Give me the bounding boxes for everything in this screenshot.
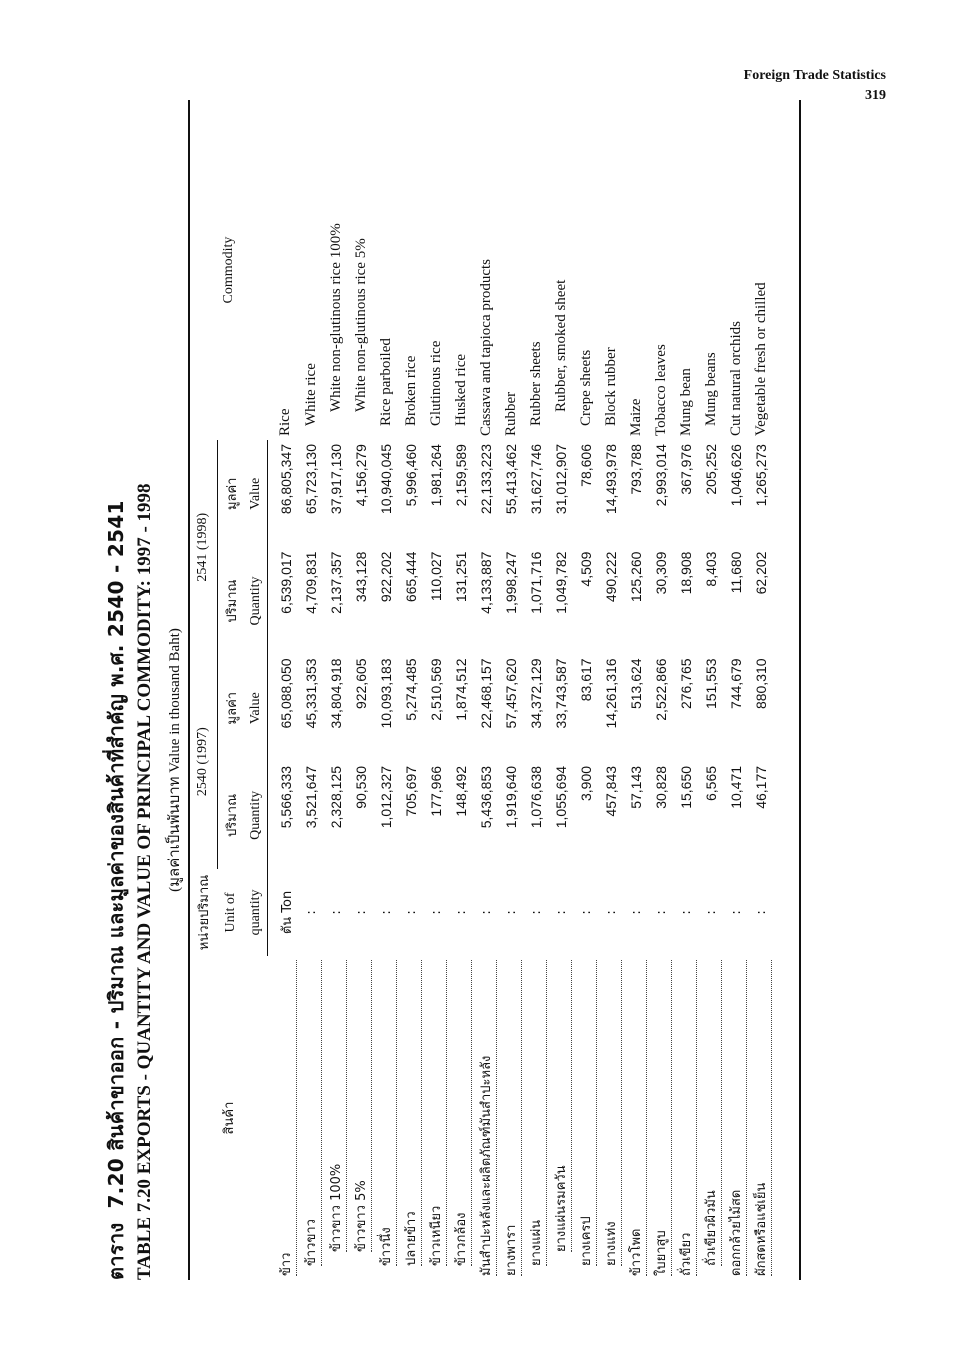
table-row	[674, 100, 699, 1280]
commodity-en-cell: White non-glutinous rice 100%	[327, 223, 344, 413]
value-1997-cell: 45,331,353	[303, 658, 319, 729]
quantity-1998-cell: 2,137,357	[328, 551, 344, 614]
value-1997-cell: 2,510,569	[428, 658, 444, 721]
quantity-1998-cell: 6,539,017	[278, 551, 294, 614]
commodity-thai-cell	[399, 956, 424, 1280]
quantity-1997-cell: 5,566,333	[278, 765, 294, 829]
quantity-1997-cell: 705,697	[403, 765, 419, 817]
val-1998-thai: มูลค่า	[224, 477, 240, 511]
exports-table	[188, 100, 801, 1280]
qty-1997-thai: ปริมาณ	[224, 793, 240, 837]
table-row	[449, 100, 474, 1280]
dotted-leader: ดอกกล้วยไม้สด	[725, 960, 747, 1276]
quantity-1998-cell: 131,251	[453, 551, 469, 603]
quantity-1998-cell: 4,709,831	[303, 551, 319, 614]
value-1997-cell: 14,261,316	[603, 658, 619, 729]
quantity-1998-cell: 18,908	[678, 551, 694, 595]
quantity-1998-cell: 490,222	[603, 551, 619, 603]
value-1998-cell: 2,993,014	[653, 444, 669, 507]
quantity-1998-cell: 125,260	[628, 551, 644, 603]
value-1997-cell: 1,874,512	[453, 658, 469, 721]
dotted-leader: ปลายข้าว	[400, 960, 422, 1266]
quantity-1997-cell: 90,530	[353, 765, 369, 809]
commodity-en-cell: Crepe sheets	[577, 349, 594, 427]
unit-cell: :	[478, 910, 494, 915]
quantity-1998-cell: 343,128	[353, 551, 369, 603]
dotted-leader: ถั่วเขียว	[675, 960, 697, 1276]
value-1998-cell: 793,788	[628, 444, 644, 495]
commodity-en-cell: Glutinous rice	[427, 340, 444, 427]
value-1997-cell: 922,605	[353, 658, 369, 710]
commodity-thai-cell	[299, 956, 324, 1280]
dotted-leader: ยางแผ่นรมควัน	[550, 960, 572, 1252]
commodity-en-cell: Rubber sheets	[527, 341, 544, 427]
dotted-leader: ข้าวขาว	[300, 960, 322, 1266]
quantity-1998-cell: 1,049,782	[553, 551, 569, 614]
unit-thai-header: หน่วยปริมาณ	[189, 869, 217, 956]
quantity-1998-cell: 8,403	[703, 551, 719, 587]
table-row	[399, 100, 424, 1280]
quantity-1998-cell: 11,680	[728, 551, 744, 594]
value-1998-cell: 22,133,223	[478, 444, 494, 515]
table-row	[649, 100, 674, 1280]
unit-cell: :	[503, 910, 519, 915]
quantity-1997-cell: 57,143	[628, 765, 644, 809]
unit-cell: :	[378, 910, 394, 915]
value-1997-cell: 22,468,157	[478, 658, 494, 729]
commodity-en-cell: Rubber, smoked sheet	[552, 279, 569, 413]
commodity-en-cell: Mung bean	[677, 368, 694, 437]
unit-cell: :	[528, 910, 544, 915]
quantity-1997-cell: 1,076,638	[528, 765, 544, 829]
dotted-leader: ข้าวเหนียว	[425, 960, 447, 1266]
unit-cell: :	[628, 910, 644, 915]
commodity-thai-cell	[324, 956, 349, 1280]
quantity-1997-cell: 177,966	[428, 765, 444, 817]
table-row	[299, 100, 324, 1280]
unit-en-header-1: Unit of	[222, 892, 238, 933]
unit-cell: :	[328, 910, 344, 915]
commodity-thai-cell	[624, 956, 649, 1280]
unit-en-header-2: quantity	[245, 869, 268, 956]
unit-note: (มูลค่าเป็นพันบาท Value in thousand Baht)	[167, 628, 183, 892]
value-1998-cell: 1,981,264	[428, 444, 444, 507]
quantity-1997-cell: 46,177	[753, 765, 769, 809]
commodity-en-cell: Mung beans	[702, 352, 719, 427]
commodity-en-cell: Rice	[277, 408, 294, 437]
table-row	[749, 100, 774, 1280]
commodity-thai-cell	[649, 956, 674, 1280]
dotted-leader: ใบยาสูบ	[650, 960, 672, 1276]
commodity-thai-cell	[424, 956, 449, 1280]
unit-cell: :	[753, 910, 769, 915]
value-1998-cell: 37,917,130	[328, 444, 344, 515]
value-1997-cell: 34,804,918	[328, 658, 344, 729]
value-1997-cell: 65,088,050	[278, 658, 294, 729]
quantity-1998-cell: 110,027	[428, 551, 444, 602]
quantity-1997-cell: 148,492	[453, 765, 469, 817]
commodity-thai-cell	[599, 956, 624, 1280]
table-row	[574, 100, 599, 1280]
unit-cell: :	[703, 910, 719, 915]
table-bottom-rule	[774, 100, 800, 1280]
year-1997-header: 2540 (1997)	[189, 654, 217, 868]
value-1997-cell: 5,274,485	[403, 658, 419, 721]
quantity-1997-cell: 30,828	[653, 765, 669, 809]
thai-title	[100, 80, 132, 1280]
unit-cell: :	[578, 910, 594, 915]
value-1998-cell: 205,252	[703, 444, 719, 495]
value-1997-cell: 10,093,183	[378, 658, 394, 729]
unit-cell: :	[403, 910, 419, 915]
commodity-en-cell: White rice	[302, 363, 319, 427]
quantity-1997-cell: 15,650	[678, 765, 694, 809]
english-title: TABLE 7.20 EXPORTS - QUANTITY AND VALUE OF PRINCIPAL COMMODITY: 1997 - 1998	[134, 483, 155, 1280]
commodity-thai-cell	[524, 956, 549, 1280]
quantity-1997-cell: 3,900	[578, 765, 594, 801]
page-number: 319	[865, 88, 886, 103]
commodity-thai-cell	[674, 956, 699, 1280]
commodity-thai-cell	[549, 956, 574, 1280]
thai-title-label: ตาราง	[104, 1222, 128, 1280]
value-1997-cell: 276,765	[678, 658, 694, 710]
dotted-leader: ยางเครป	[575, 960, 597, 1266]
commodity-en-cell: Tobacco leaves	[652, 344, 669, 437]
quantity-1998-cell: 1,071,716	[528, 551, 544, 614]
thai-title-text: 7.20 สินค้าขาออก - ปริมาณ และมูลค่าของสินค้าที่สำคัญ พ.ศ. 2540 - 2541	[104, 500, 128, 1209]
value-1997-cell: 880,310	[753, 658, 769, 710]
value-1997-cell: 57,457,620	[503, 658, 519, 729]
quantity-1997-cell: 1,055,694	[553, 765, 569, 829]
commodity-thai-cell	[499, 956, 524, 1280]
rotated-table-block	[100, 80, 860, 1280]
value-1998-cell: 4,156,279	[353, 444, 369, 507]
unit-cell: :	[553, 910, 569, 915]
value-1998-cell: 86,805,347	[278, 444, 294, 515]
commodity-thai-cell	[449, 956, 474, 1280]
value-1997-cell: 513,624	[628, 658, 644, 710]
commodity-thai-cell	[349, 956, 374, 1280]
value-1998-cell: 78,606	[578, 444, 594, 487]
quantity-1997-cell: 10,471	[728, 765, 744, 809]
quantity-1998-cell: 922,202	[378, 551, 394, 603]
year-1998-header: 2541 (1998)	[189, 440, 217, 654]
commodity-en-cell: Block rubber	[602, 347, 619, 427]
value-1997-cell: 744,679	[728, 658, 744, 710]
value-1998-cell: 31,012,907	[553, 444, 569, 515]
table-row	[624, 100, 649, 1280]
quantity-1997-cell: 3,521,647	[303, 765, 319, 829]
value-1998-cell: 1,046,626	[728, 444, 744, 507]
commodity-thai-cell	[574, 956, 599, 1280]
value-1998-cell: 65,723,130	[303, 444, 319, 515]
quantity-1997-cell: 5,436,853	[478, 765, 494, 829]
table-row	[549, 100, 574, 1280]
dotted-leader: ข้าวโพด	[625, 960, 647, 1276]
table-titles	[100, 80, 186, 1280]
commodity-thai-cell	[749, 956, 774, 1280]
commodity-thai-cell	[724, 956, 749, 1280]
quantity-1997-cell: 6,565	[703, 765, 719, 801]
table-row	[324, 100, 349, 1280]
table-body	[267, 100, 774, 1280]
quantity-1997-cell: 457,843	[603, 765, 619, 817]
value-1997-cell: 151,553	[703, 658, 719, 710]
table-row	[599, 100, 624, 1280]
quantity-1997-cell: 1,919,640	[503, 765, 519, 829]
qty-1998-thai: ปริมาณ	[224, 579, 240, 623]
quantity-1998-cell: 30,309	[653, 551, 669, 595]
value-1997-cell: 33,743,587	[553, 658, 569, 729]
qty-1998-en: Quantity	[245, 548, 268, 655]
value-1997-cell: 83,617	[578, 658, 594, 702]
val-1998-en: Value	[245, 440, 268, 548]
commodity-thai-cell	[474, 956, 499, 1280]
dotted-leader: ยางแท่ง	[600, 960, 622, 1266]
commodity-en-header: Commodity	[189, 100, 267, 440]
dotted-leader: มันสำปะหลังและผลิตภัณฑ์มันสำปะหลัง	[475, 960, 497, 1276]
unit-cell: ตัน Ton	[279, 890, 295, 935]
quantity-1998-cell: 62,202	[753, 551, 769, 595]
value-1997-cell: 34,372,129	[528, 658, 544, 729]
commodity-en-cell: Rice parboiled	[377, 338, 394, 427]
commodity-thai-cell	[267, 956, 299, 1280]
value-1998-cell: 10,940,045	[378, 444, 394, 515]
commodity-en-cell: Husked rice	[452, 353, 469, 427]
commodity-thai-cell	[699, 956, 724, 1280]
quantity-1998-cell: 1,998,247	[503, 551, 519, 614]
commodity-en-cell: Vegetable fresh or chilled	[752, 282, 769, 437]
unit-cell: :	[603, 910, 619, 915]
dotted-leader: ข้าวขาว 5%	[350, 960, 372, 1252]
unit-cell: :	[728, 910, 744, 915]
dotted-leader: ข้าว	[275, 960, 297, 1276]
value-1997-cell: 2,522,866	[653, 658, 669, 721]
unit-cell: :	[653, 910, 669, 915]
dotted-leader: ถั่วเขียวผิวมัน	[700, 960, 722, 1266]
unit-cell: :	[353, 910, 369, 915]
value-1998-cell: 14,493,978	[603, 444, 619, 515]
val-1997-en: Value	[245, 654, 268, 762]
value-1998-cell: 367,976	[678, 444, 694, 495]
unit-cell: :	[453, 910, 469, 915]
quantity-1998-cell: 665,444	[403, 551, 419, 603]
dotted-leader: ยางพารา	[500, 960, 522, 1276]
value-1998-cell: 31,627,746	[528, 444, 544, 515]
commodity-en-cell: White non-glutinous rice 5%	[352, 238, 369, 413]
table-row	[699, 100, 724, 1280]
commodity-en-cell: Cassava and tapioca products	[477, 258, 494, 437]
quantity-1997-cell: 2,328,125	[328, 765, 344, 829]
value-1998-cell: 5,996,460	[403, 444, 419, 507]
commodity-en-cell: Maize	[627, 398, 644, 437]
unit-cell: :	[678, 910, 694, 915]
unit-cell: :	[428, 910, 444, 915]
commodity-thai-cell	[374, 956, 399, 1280]
commodity-en-cell: Rubber	[502, 391, 519, 437]
table-row	[374, 100, 399, 1280]
quantity-1998-cell: 4,133,887	[478, 551, 494, 614]
value-1998-cell: 1,265,273	[753, 444, 769, 507]
table-row	[474, 100, 499, 1280]
dotted-leader: ข้าวกล้อง	[450, 960, 472, 1266]
qty-1997-en: Quantity	[245, 762, 268, 869]
table-row	[499, 100, 524, 1280]
unit-cell: :	[303, 910, 319, 915]
value-1998-cell: 55,413,462	[503, 444, 519, 515]
val-1997-thai: มูลค่า	[224, 691, 240, 725]
dotted-leader: ยางแผ่น	[525, 960, 547, 1266]
commodity-thai-header: สินค้า	[189, 956, 267, 1280]
table-row	[724, 100, 749, 1280]
table-row	[349, 100, 374, 1280]
quantity-1997-cell: 1,012,327	[378, 765, 394, 829]
table-row	[524, 100, 549, 1280]
commodity-en-cell: Broken rice	[402, 355, 419, 427]
table-row	[424, 100, 449, 1280]
commodity-en-cell: Cut natural orchids	[727, 321, 744, 437]
dotted-leader: ข้าวนึ่ง	[375, 960, 397, 1266]
dotted-leader: ข้าวขาว 100%	[325, 960, 347, 1252]
dotted-leader: ผักสดหรือแช่เย็น	[750, 960, 772, 1276]
section-title: Foreign Trade Statistics	[743, 68, 886, 83]
table-row	[267, 100, 299, 1280]
value-1998-cell: 2,159,589	[453, 444, 469, 507]
quantity-1998-cell: 4,509	[578, 551, 594, 587]
